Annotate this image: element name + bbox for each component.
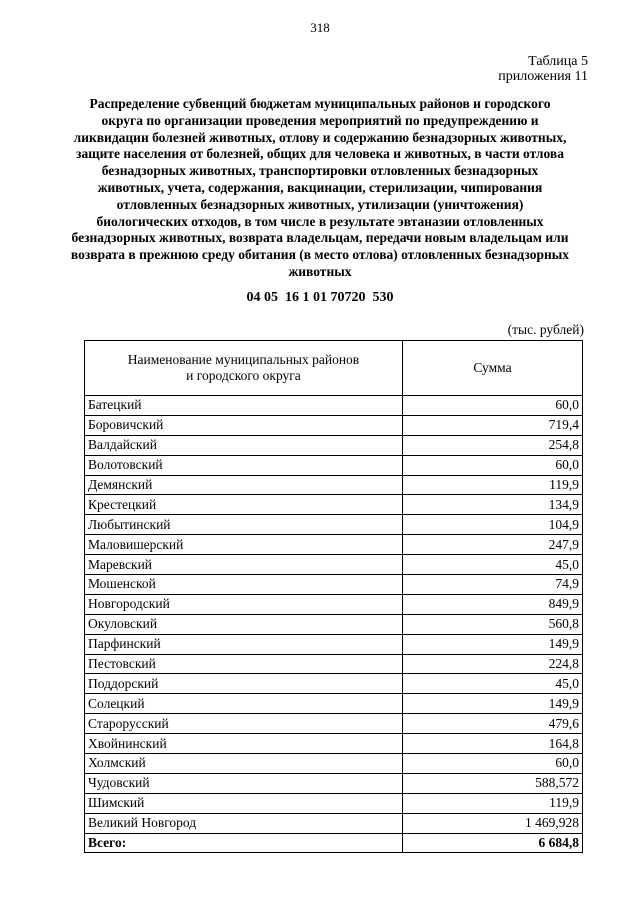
- district-sum: 45,0: [403, 555, 583, 575]
- subventions-table: [84, 340, 583, 853]
- total-row: [85, 833, 583, 853]
- district-sum: 45,0: [403, 674, 583, 694]
- table-row: [85, 495, 583, 515]
- district-sum: 74,9: [403, 575, 583, 595]
- district-name: Волотовский: [85, 455, 403, 475]
- district-name: Маревский: [85, 555, 403, 575]
- table-row: [85, 793, 583, 813]
- district-name: Солецкий: [85, 694, 403, 714]
- district-sum: 134,9: [403, 495, 583, 515]
- table-row: [85, 594, 583, 614]
- units-label: (тыс. рублей): [507, 322, 584, 337]
- district-sum: 119,9: [403, 475, 583, 495]
- table-row: [85, 555, 583, 575]
- page-number: 318: [310, 20, 330, 35]
- district-sum: 719,4: [403, 415, 583, 435]
- table-row: [85, 535, 583, 555]
- table-header-row: [85, 341, 583, 396]
- table-row: [85, 754, 583, 774]
- table-row: [85, 415, 583, 435]
- district-name: Поддорский: [85, 674, 403, 694]
- district-name: Чудовский: [85, 773, 403, 793]
- total-label: Всего:: [85, 833, 403, 853]
- table-row: [85, 575, 583, 595]
- district-sum: 254,8: [403, 435, 583, 455]
- table-row: [85, 773, 583, 793]
- district-name: Великий Новгород: [85, 813, 403, 833]
- district-name: Парфинский: [85, 634, 403, 654]
- table-row: [85, 634, 583, 654]
- table-row: [85, 515, 583, 535]
- budget-code: 04 05 16 1 01 70720 530: [246, 290, 394, 305]
- district-name: Маловишерский: [85, 535, 403, 555]
- district-sum: 479,6: [403, 714, 583, 734]
- district-sum: 149,9: [403, 694, 583, 714]
- table-row: [85, 654, 583, 674]
- caption-appendix: приложения 11: [498, 69, 588, 84]
- district-name: Демянский: [85, 475, 403, 495]
- district-name: Холмский: [85, 754, 403, 774]
- header-name: [85, 341, 403, 396]
- district-sum: 60,0: [403, 754, 583, 774]
- table-caption: [498, 54, 588, 84]
- document-title: Распределение субвенций бюджетам муниципальных районов и городского округа по организации проведения мероприятий по предупреждению и ликвидации болезней животных, отлову и содержанию безнадзорных животных, защите населения от болезней, общих для человека и животных, в части отлова безнадзорных животных, транспортировки отловленных безнадзорных животных, учета, содержания, вакцинации, стерилизации, чипирования отловленных безнадзорных животных, утилизации (уничтожения) биологических отходов, в том числе в результате эвтаназии отловленных безнадзорных животных, возврата владельцам, передачи новым владельцам или возврата в прежнюю среду обитания (в место отлова) отловленных безнадзорных животных: [70, 96, 570, 279]
- caption-table-number: Таблица 5: [528, 54, 588, 69]
- district-sum: 60,0: [403, 396, 583, 416]
- table-row: [85, 435, 583, 455]
- district-name: Мошенской: [85, 575, 403, 595]
- district-name: Новгородский: [85, 594, 403, 614]
- table-row: [85, 455, 583, 475]
- district-name: Шимский: [85, 793, 403, 813]
- district-sum: 849,9: [403, 594, 583, 614]
- table-row: [85, 694, 583, 714]
- district-sum: 164,8: [403, 734, 583, 754]
- district-sum: 60,0: [403, 455, 583, 475]
- table-row: [85, 714, 583, 734]
- district-name: Боровичский: [85, 415, 403, 435]
- table-row: [85, 813, 583, 833]
- district-sum: 560,8: [403, 614, 583, 634]
- district-sum: 224,8: [403, 654, 583, 674]
- district-sum: 247,9: [403, 535, 583, 555]
- district-sum: 588,572: [403, 773, 583, 793]
- district-sum: 119,9: [403, 793, 583, 813]
- table-row: [85, 396, 583, 416]
- district-name: Хвойнинский: [85, 734, 403, 754]
- district-sum: 149,9: [403, 634, 583, 654]
- district-name: Старорусский: [85, 714, 403, 734]
- table-row: [85, 734, 583, 754]
- district-name: Валдайский: [85, 435, 403, 455]
- district-name: Батецкий: [85, 396, 403, 416]
- district-sum: 104,9: [403, 515, 583, 535]
- header-sum: Сумма: [403, 341, 583, 396]
- header-name-text: Наименование муниципальных районов и городского округа: [127, 352, 360, 383]
- district-name: Любытинский: [85, 515, 403, 535]
- district-sum: 1 469,928: [403, 813, 583, 833]
- district-name: Окуловский: [85, 614, 403, 634]
- table-row: [85, 475, 583, 495]
- total-sum: 6 684,8: [403, 833, 583, 853]
- table-row: [85, 614, 583, 634]
- district-name: Крестецкий: [85, 495, 403, 515]
- district-name: Пестовский: [85, 654, 403, 674]
- table-row: [85, 674, 583, 694]
